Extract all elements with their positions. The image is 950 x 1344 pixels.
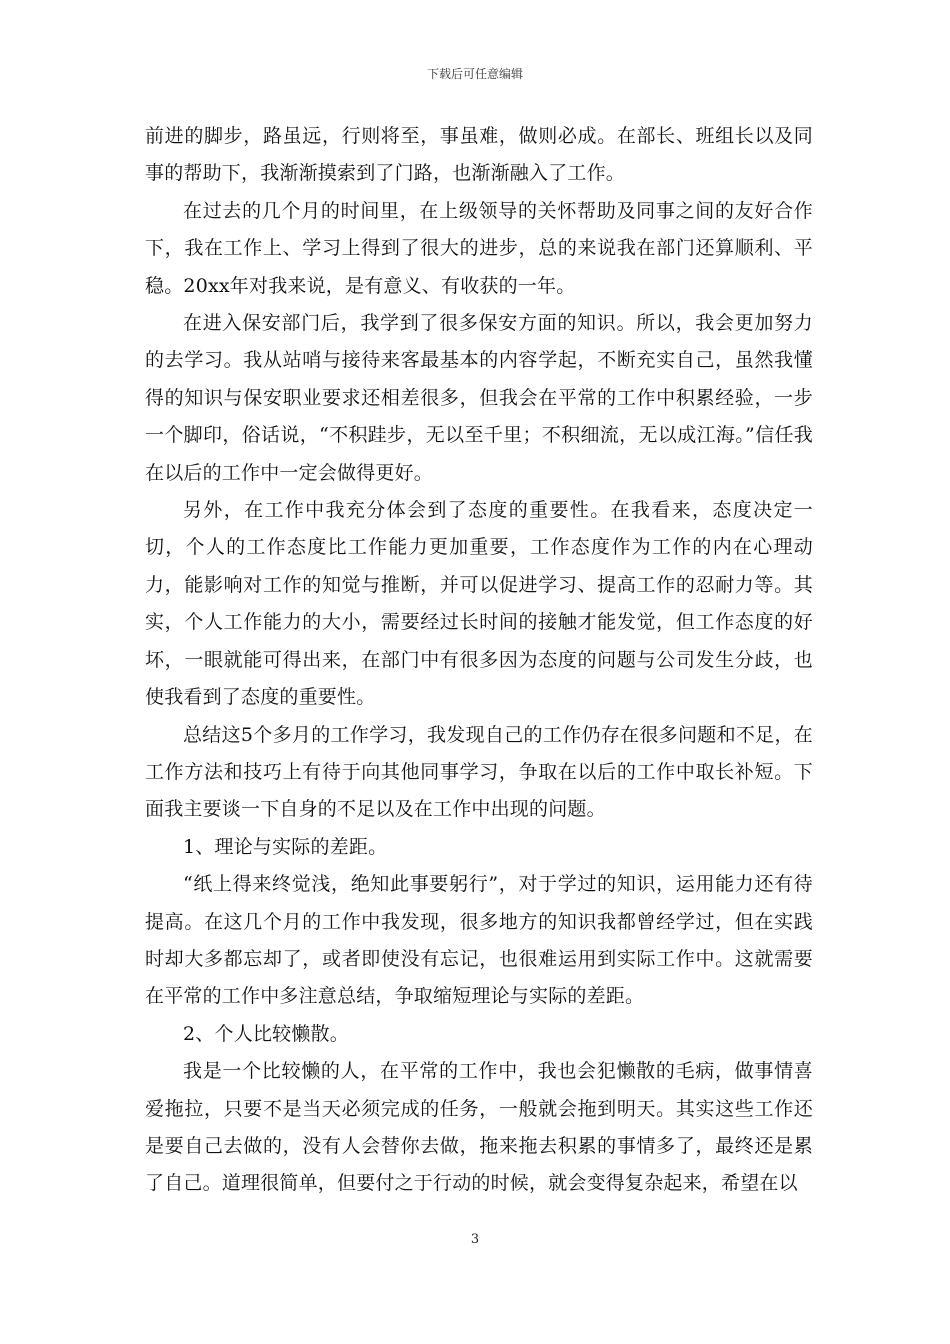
paragraph: 我是一个比较懒的人，在平常的工作中，我也会犯懒散的毛病，做事情喜爱拖拉，只要不是当天必须完成的任务，一般就会拖到明天。其实这些工作还是要自己去做的，没有人会替你去做，拖来拖去积累的事情多了，最终还是累了自己。道理很简单，但要付之于行动的时候，就会变得复杂起来，希望在以: [145, 1060, 813, 1195]
paragraph: 总结这5个多月的工作学习，我发现自己的工作仍存在很多问题和不足，在工作方法和技巧上有待于向其他同事学习，争取在以后的工作中取长补短。下面我主要谈一下自身的不足以及在工作中出现的问题。: [145, 723, 813, 821]
paragraph: 在进入保安部门后，我学到了很多保安方面的知识。所以，我会更加努力的去学习。我从站哨与接待来客最基本的内容学起，不断充实自己，虽然我懂得的知识与保安职业要求还相差很多，但我会在平常的工作中积累经验，一步一个脚印，俗话说，“不积跬步，无以至千里；不积细流，无以成江海。”信任我在以后的工作中一定会做得更好。: [145, 312, 813, 484]
section-heading: 1、理论与实际的差距。: [183, 835, 388, 858]
document-body: [145, 118, 813, 1203]
paragraph: 前进的脚步，路虽远，行则将至，事虽难，做则必成。在部长、班组长以及同事的帮助下，我渐渐摸索到了门路，也渐渐融入了工作。: [145, 125, 813, 185]
paragraph: “纸上得来终觉浅，绝知此事要躬行”，对于学过的知识，运用能力还有待提高。在这几个月的工作中我发现，很多地方的知识我都曾经学过，但在实践时却大多都忘却了，或者即使没有忘记，也很难运用到实际工作中。这就需要在平常的工作中多注意总结，争取缩短理论与实际的差距。: [145, 873, 813, 1008]
page-header: 下载后可任意编辑: [426, 67, 523, 81]
paragraph: 另外，在工作中我充分体会到了态度的重要性。在我看来，态度决定一切，个人的工作态度比工作能力更加重要，工作态度作为工作的内在心理动力，能影响对工作的知觉与推断，并可以促进学习、提高工作的忍耐力等。其实，个人工作能力的大小，需要经过长时间的接触才能发觉，但工作态度的好坏，一眼就能可得出来，在部门中有很多因为态度的问题与公司发生分歧，也使我看到了态度的重要性。: [145, 499, 813, 709]
section-heading: 2、个人比较懒散。: [183, 1022, 349, 1045]
paragraph: 在过去的几个月的时间里，在上级领导的关怀帮助及同事之间的友好合作下，我在工作上、学习上得到了很大的进步，总的来说我在部门还算顺利、平稳。20xx年对我来说，是有意义、有收获的一年。: [145, 199, 813, 297]
page-number: 3: [470, 1232, 480, 1247]
